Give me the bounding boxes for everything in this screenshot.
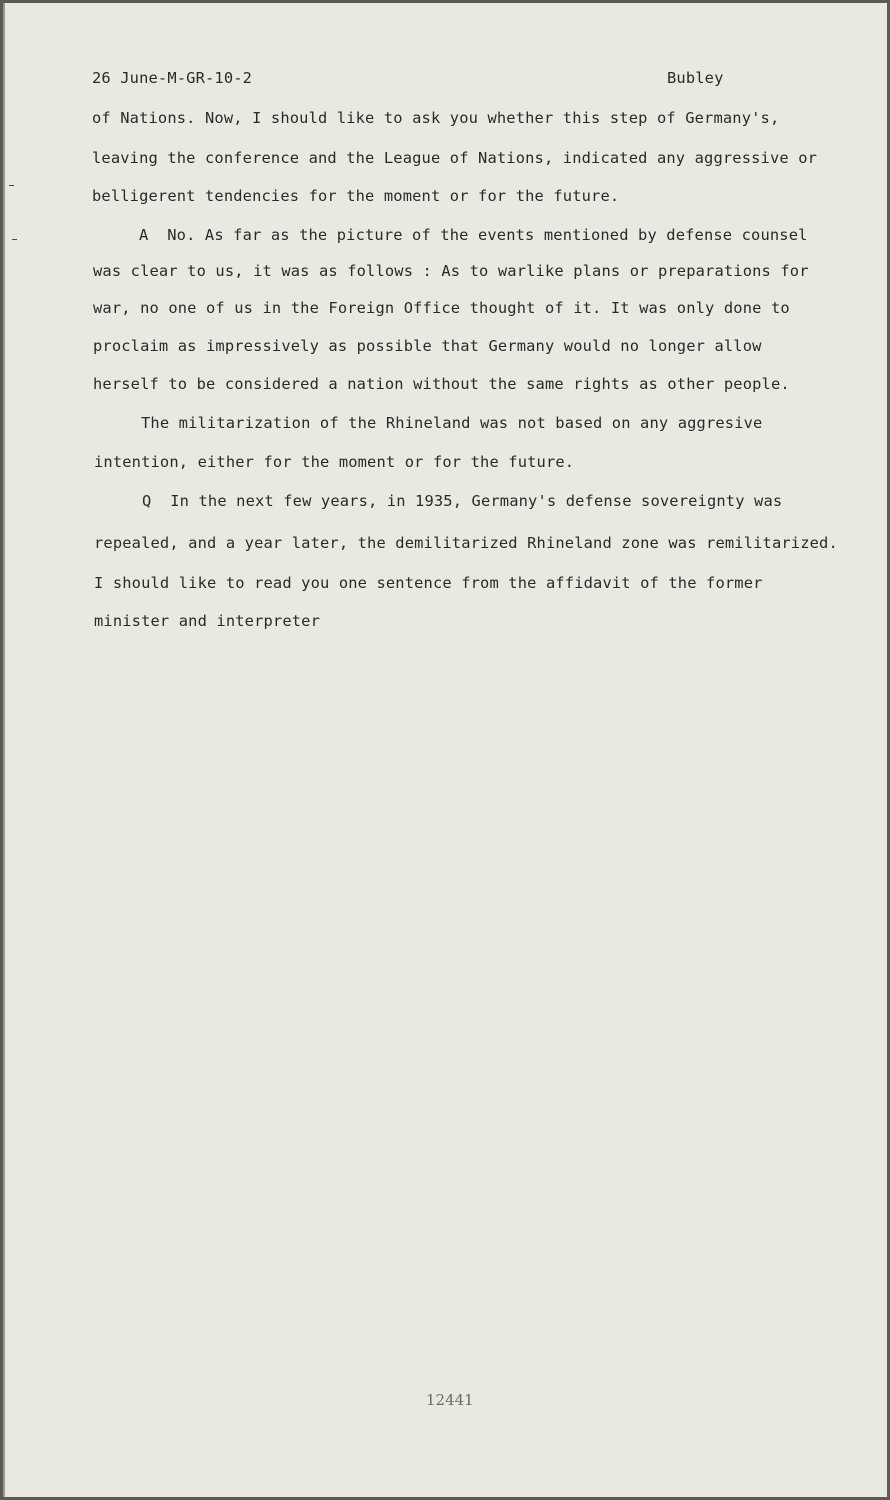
body-line: proclaim as impressively as possible that Germany would no longer allow — [93, 337, 762, 355]
body-line: intention, either for the moment or for the future. — [94, 453, 575, 471]
margin-mark — [12, 239, 17, 240]
body-line: Q In the next few years, in 1935, Germany's defense sovereignty was — [142, 492, 783, 510]
page-number: 12441 — [426, 1391, 474, 1409]
body-line: war, no one of us in the Foreign Office thought of it. It was only done to — [93, 299, 790, 317]
body-line: belligerent tendencies for the moment or for the future. — [92, 187, 620, 205]
body-line: The militarization of the Rhineland was not based on any aggresive — [141, 414, 763, 432]
author-name: Bubley — [667, 69, 724, 87]
body-line: I should like to read you one sentence from the affidavit of the former — [94, 574, 763, 592]
body-line: minister and interpreter — [94, 612, 320, 630]
margin-mark — [9, 185, 14, 186]
body-line: was clear to us, it was as follows : As to warlike plans or preparations for — [93, 262, 809, 280]
document-id: 26 June-M-GR-10-2 — [92, 69, 253, 87]
body-line: A No. As far as the picture of the events mentioned by defense counsel — [139, 226, 808, 244]
document-page — [3, 3, 887, 1497]
body-line: herself to be considered a nation without the same rights as other people. — [93, 375, 790, 393]
body-line: of Nations. Now, I should like to ask you whether this step of Germany's, — [92, 109, 780, 127]
body-line: leaving the conference and the League of Nations, indicated any aggressive or — [92, 149, 818, 167]
body-line: repealed, and a year later, the demilitarized Rhineland zone was remilitarized. — [94, 534, 838, 552]
